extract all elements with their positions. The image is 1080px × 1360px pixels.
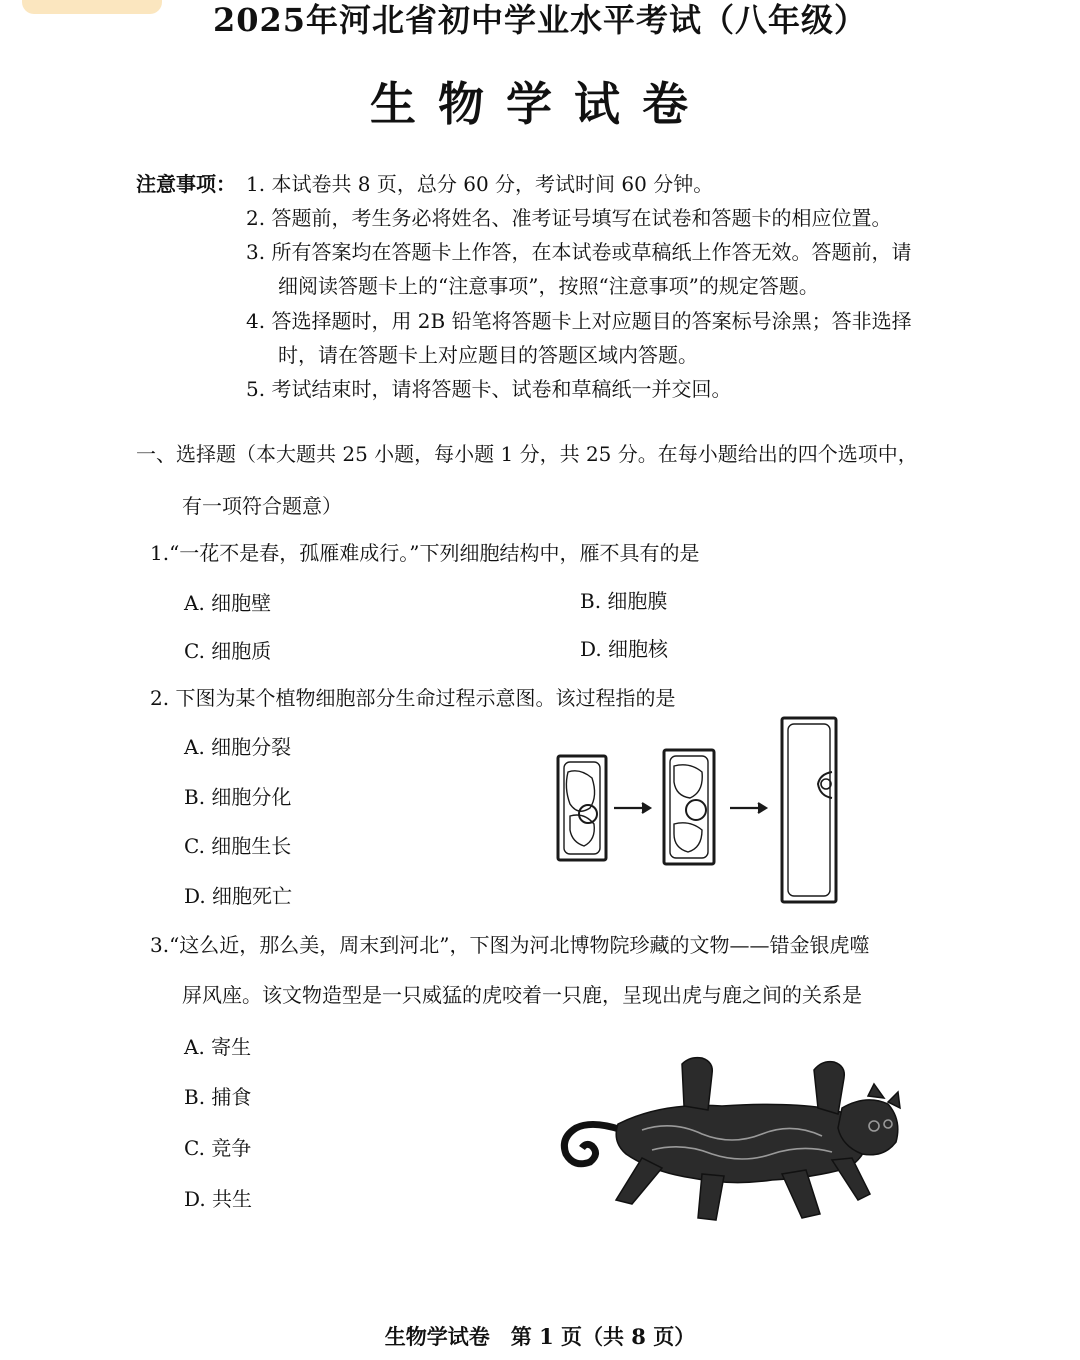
notice-item-cont: 细阅读答题卡上的“注意事项”，按照“注意事项”的规定答题。 <box>278 274 819 298</box>
subject-title: 生物学试卷 <box>370 77 710 131</box>
notice-item-cont: 时，请在答题卡上对应题目的答题区域内答题。 <box>278 343 698 367</box>
page-footer: 生物学试卷 第 1 页（共 8 页） <box>384 1324 696 1349</box>
question-2-option-d: D. 细胞死亡 <box>184 884 293 908</box>
question-1-option-a: A. 细胞壁 <box>184 591 272 615</box>
question-1-option-b: B. 细胞膜 <box>580 589 668 613</box>
question-3-option-a: A. 寄生 <box>184 1035 252 1059</box>
section-heading-cont: 有一项符合题意） <box>182 494 342 518</box>
question-stem-2: 2. 下图为某个植物细胞部分生命过程示意图。该过程指的是 <box>150 686 676 710</box>
cell-growth-diagram <box>550 712 850 908</box>
notice-item: 1. 本试卷共 8 页，总分 60 分，考试时间 60 分钟。 <box>246 172 714 196</box>
question-1-option-c: C. 细胞质 <box>184 639 272 663</box>
notice-label: 注意事项： <box>136 172 236 196</box>
notice-item: 2. 答题前，考生务必将姓名、准考证号填写在试卷和答题卡的相应位置。 <box>246 206 892 230</box>
question-3-option-b: B. 捕食 <box>184 1085 252 1109</box>
tiger-deer-artifact-image <box>552 1050 912 1230</box>
question-stem-1: 1.“一花不是春，孤雁难成行。”下列细胞结构中，雁不具有的是 <box>150 541 700 565</box>
question-stem-3-cont: 屏风座。该文物造型是一只威猛的虎咬着一只鹿，呈现出虎与鹿之间的关系是 <box>182 983 862 1007</box>
notice-item: 3. 所有答案均在答题卡上作答，在本试卷或草稿纸上作答无效。答题前，请 <box>246 240 912 264</box>
exam-title: 2025年河北省初中学业水平考试（八年级） <box>212 1 868 39</box>
notice-item: 5. 考试结束时，请将答题卡、试卷和草稿纸一并交回。 <box>246 377 732 401</box>
question-stem-3: 3.“这么近，那么美，周末到河北”，下图为河北博物院珍藏的文物——错金银虎噬 <box>150 933 870 957</box>
question-3-option-c: C. 竞争 <box>184 1136 252 1160</box>
question-3-option-d: D. 共生 <box>184 1187 253 1211</box>
question-1-option-d: D. 细胞核 <box>580 637 669 661</box>
question-2-option-c: C. 细胞生长 <box>184 834 292 858</box>
question-2-option-b: B. 细胞分化 <box>184 785 292 809</box>
question-2-option-a: A. 细胞分裂 <box>184 735 292 759</box>
notice-item: 4. 答选择题时，用 2B 铅笔将答题卡上对应题目的答案标号涂黑；答非选择 <box>246 309 912 333</box>
section-heading: 一、选择题（本大题共 25 小题，每小题 1 分，共 25 分。在每小题给出的四个选项中， <box>136 442 918 466</box>
